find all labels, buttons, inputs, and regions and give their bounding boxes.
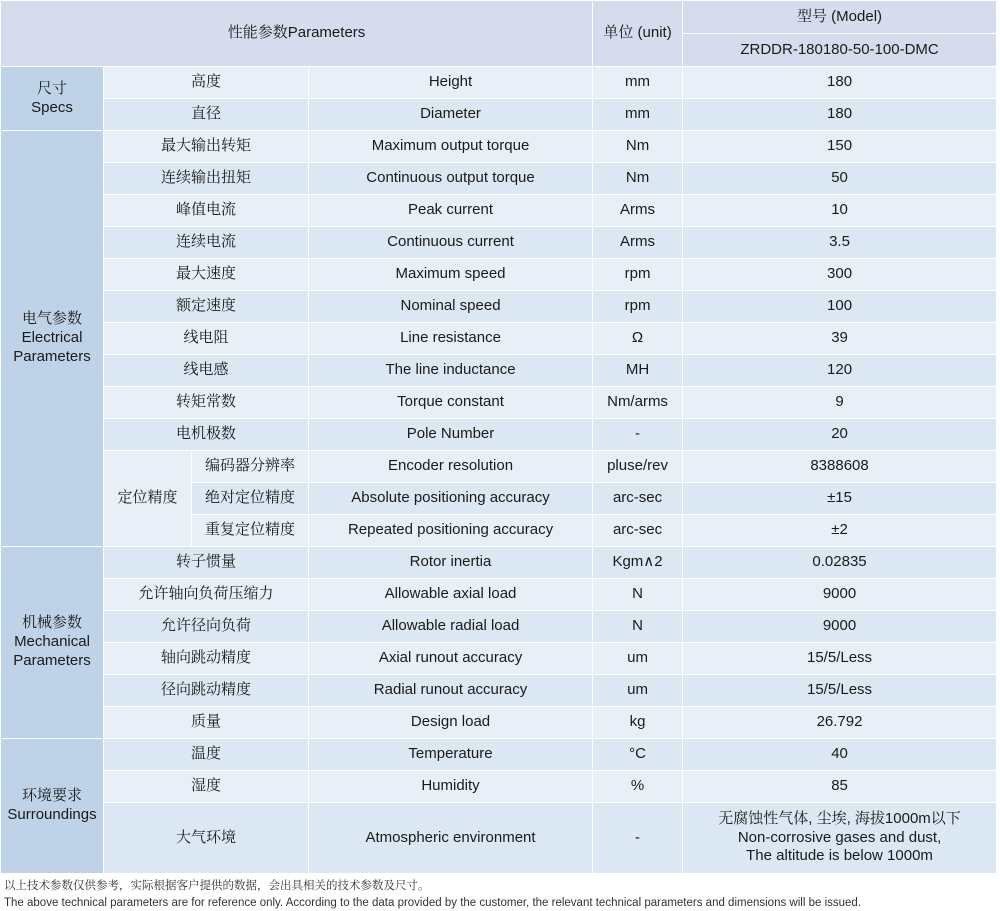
header-model: 型号 (Model) <box>683 1 997 34</box>
row-unit: arc-sec <box>593 483 683 515</box>
group-label-electrical-en-2: Parameters <box>13 347 91 365</box>
row-name-cn: 转子惯量 <box>104 547 309 579</box>
atmos-line-1: 无腐蚀性气体, 尘埃, 海拔1000m以下 <box>718 809 961 827</box>
group-label-surroundings-cn: 环境要求 <box>21 787 82 805</box>
group-label-mechanical-en-1: Mechanical <box>14 633 90 651</box>
group-label-mechanical <box>1 547 104 739</box>
subgroup-label-accuracy: 定位精度 <box>104 451 192 547</box>
row-name-en: Absolute positioning accuracy <box>309 483 593 515</box>
row-unit: N <box>593 611 683 643</box>
row-unit: rpm <box>593 291 683 323</box>
row-name-cn: 电机极数 <box>104 419 309 451</box>
row-name-cn: 连续电流 <box>104 227 309 259</box>
row-name-cn: 高度 <box>104 67 309 99</box>
row-unit: Nm <box>593 163 683 195</box>
group-label-mechanical-cn: 机械参数 <box>21 614 82 632</box>
row-name-cn: 线电阻 <box>104 323 309 355</box>
table-header-row <box>1 1 997 34</box>
row-name-cn: 转矩常数 <box>104 387 309 419</box>
table-row <box>1 579 997 611</box>
row-name-cn: 最大输出转矩 <box>104 131 309 163</box>
group-label-surroundings <box>1 739 104 874</box>
group-label-mechanical-en-2: Parameters <box>13 651 91 669</box>
row-value: 50 <box>683 163 997 195</box>
row-name-en: Torque constant <box>309 387 593 419</box>
row-value: 15/5/Less <box>683 675 997 707</box>
row-unit: °C <box>593 739 683 771</box>
row-value: 26.792 <box>683 707 997 739</box>
row-name-en: Pole Number <box>309 419 593 451</box>
row-name-en: Repeated positioning accuracy <box>309 515 593 547</box>
table-row <box>1 67 997 99</box>
group-label-electrical <box>1 131 104 547</box>
table-row <box>1 419 997 451</box>
row-name-cn: 峰值电流 <box>104 195 309 227</box>
table-row <box>1 547 997 579</box>
row-value: 9 <box>683 387 997 419</box>
row-name-cn: 允许轴向负荷压缩力 <box>104 579 309 611</box>
row-value: 120 <box>683 355 997 387</box>
row-name-cn: 最大速度 <box>104 259 309 291</box>
atmos-line-3: The altitude is below 1000m <box>746 847 933 865</box>
table-row <box>1 291 997 323</box>
row-unit: arc-sec <box>593 515 683 547</box>
group-label-specs-cn: 尺寸 <box>36 79 67 97</box>
group-label-surroundings-en: Surroundings <box>7 806 97 823</box>
table-row <box>1 739 997 771</box>
row-unit: Ω <box>593 323 683 355</box>
table-row-atmospheric <box>1 803 997 874</box>
table-row <box>1 163 997 195</box>
footer-note-en: The above technical parameters are for reference only. According to the data provided by the customer, the relevant technical parameters and dimensions will be issued. <box>4 896 862 909</box>
row-name-en: Design load <box>309 707 593 739</box>
group-label-specs <box>1 67 104 131</box>
row-name-cn: 大气环境 <box>104 803 309 874</box>
row-name-en: Height <box>309 67 593 99</box>
row-value: 39 <box>683 323 997 355</box>
row-name-en: Nominal speed <box>309 291 593 323</box>
row-unit: Arms <box>593 227 683 259</box>
footer-note-cn: 以上技术参数仅供参考，实际根据客户提供的数据，会出具相关的技术参数及尺寸。 <box>4 880 430 892</box>
table-row <box>1 99 997 131</box>
row-unit: Arms <box>593 195 683 227</box>
row-name-cn: 连续输出扭矩 <box>104 163 309 195</box>
row-name-cn: 重复定位精度 <box>192 515 309 547</box>
row-value: 100 <box>683 291 997 323</box>
table-row <box>1 771 997 803</box>
row-name-cn: 直径 <box>104 99 309 131</box>
row-name-cn: 线电感 <box>104 355 309 387</box>
row-name-en: Allowable radial load <box>309 611 593 643</box>
row-name-cn: 径向跳动精度 <box>104 675 309 707</box>
row-name-en: Allowable axial load <box>309 579 593 611</box>
row-unit: Kgm∧2 <box>593 547 683 579</box>
row-unit: mm <box>593 99 683 131</box>
row-name-en: Continuous current <box>309 227 593 259</box>
row-name-en: Radial runout accuracy <box>309 675 593 707</box>
header-unit: 单位 (unit) <box>593 1 683 67</box>
row-unit: MH <box>593 355 683 387</box>
row-name-cn: 允许径向负荷 <box>104 611 309 643</box>
header-model-value: ZRDDR-180180-50-100-DMC <box>683 34 997 67</box>
row-value: 150 <box>683 131 997 163</box>
row-name-en: Line resistance <box>309 323 593 355</box>
row-value: 85 <box>683 771 997 803</box>
group-label-specs-en: Specs <box>31 98 73 116</box>
row-value: 9000 <box>683 579 997 611</box>
table-row <box>1 323 997 355</box>
row-unit: - <box>593 419 683 451</box>
row-unit: kg <box>593 707 683 739</box>
row-name-en: The line inductance <box>309 355 593 387</box>
row-value: 10 <box>683 195 997 227</box>
table-row <box>1 451 997 483</box>
row-value: 300 <box>683 259 997 291</box>
row-value: 15/5/Less <box>683 643 997 675</box>
table-row <box>1 355 997 387</box>
row-name-en: Peak current <box>309 195 593 227</box>
row-unit: rpm <box>593 259 683 291</box>
row-value: 180 <box>683 67 997 99</box>
row-unit: Nm <box>593 131 683 163</box>
atmos-line-2: Non-corrosive gases and dust, <box>737 828 942 846</box>
row-unit: N <box>593 579 683 611</box>
row-name-en: Maximum speed <box>309 259 593 291</box>
header-parameters: 性能参数Parameters <box>1 1 593 67</box>
row-name-en: Continuous output torque <box>309 163 593 195</box>
row-name-en: Axial runout accuracy <box>309 643 593 675</box>
row-name-en: Humidity <box>309 771 593 803</box>
row-name-cn: 额定速度 <box>104 291 309 323</box>
table-row <box>1 611 997 643</box>
row-name-cn: 轴向跳动精度 <box>104 643 309 675</box>
table-row <box>1 227 997 259</box>
table-row <box>1 707 997 739</box>
row-unit: um <box>593 675 683 707</box>
row-value: 180 <box>683 99 997 131</box>
group-label-electrical-cn: 电气参数 <box>21 310 82 328</box>
row-name-en: Temperature <box>309 739 593 771</box>
row-name-en: Rotor inertia <box>309 547 593 579</box>
row-value: 20 <box>683 419 997 451</box>
table-row <box>1 643 997 675</box>
row-unit: % <box>593 771 683 803</box>
group-label-electrical-en-1: Electrical <box>21 329 83 347</box>
table-row <box>1 259 997 291</box>
table-row <box>1 131 997 163</box>
row-value: ±15 <box>683 483 997 515</box>
row-name-en: Diameter <box>309 99 593 131</box>
row-unit: Nm/arms <box>593 387 683 419</box>
row-unit: - <box>593 803 683 874</box>
row-unit: mm <box>593 67 683 99</box>
row-value: 8388608 <box>683 451 997 483</box>
table-row <box>1 675 997 707</box>
row-value: 40 <box>683 739 997 771</box>
row-value-atmospheric <box>683 803 997 874</box>
footer-note <box>0 874 1000 911</box>
row-name-cn: 温度 <box>104 739 309 771</box>
row-name-cn: 编码器分辨率 <box>192 451 309 483</box>
row-name-cn: 质量 <box>104 707 309 739</box>
row-value: 0.02835 <box>683 547 997 579</box>
table-row <box>1 387 997 419</box>
row-name-en: Maximum output torque <box>309 131 593 163</box>
row-value: ±2 <box>683 515 997 547</box>
row-name-en: Encoder resolution <box>309 451 593 483</box>
row-unit: pluse/rev <box>593 451 683 483</box>
row-name-cn: 湿度 <box>104 771 309 803</box>
row-name-cn: 绝对定位精度 <box>192 483 309 515</box>
row-name-en: Atmospheric environment <box>309 803 593 874</box>
row-value: 3.5 <box>683 227 997 259</box>
row-value: 9000 <box>683 611 997 643</box>
table-row <box>1 195 997 227</box>
row-unit: um <box>593 643 683 675</box>
